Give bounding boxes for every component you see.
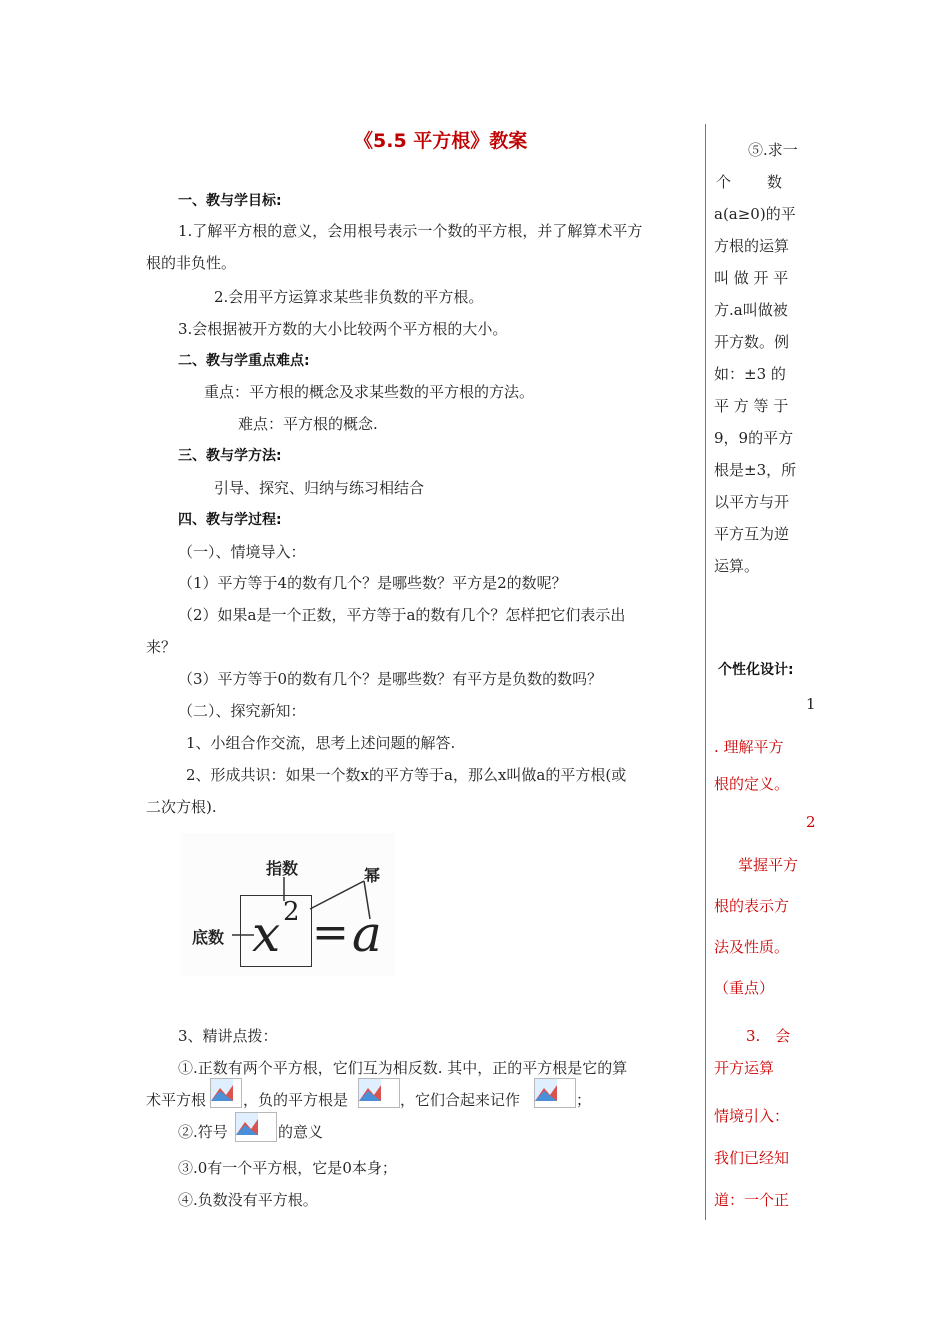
question-2-line-2: 来？ <box>146 638 177 656</box>
design-item-2-line-3: 法及性质。 <box>714 938 790 956</box>
sidebar-line-1: ⑤.求一 <box>748 141 798 159</box>
goal-2: 2.会用平方运算求某些非负数的平方根。 <box>214 288 484 306</box>
explore-step-2-line-1: 2、形成共识：如果一个数x的平方等于a，那么x叫做a的平方根(或 <box>186 766 627 784</box>
sidebar-line-11: 根是±3，所 <box>714 461 797 479</box>
section-heading-methods: 三、教与学方法: <box>178 448 282 464</box>
sidebar-line-3: a(a≥0)的平 <box>714 205 796 223</box>
difficult-point: 难点：平方根的概念. <box>238 415 378 433</box>
column-divider <box>705 124 706 1220</box>
key-point: 重点：平方根的概念及求某些数的平方根的方法。 <box>204 383 535 401</box>
question-3: （3）平方等于0的数有几个？是哪些数？有平方是负数的数吗？ <box>178 670 603 688</box>
math-power: a <box>352 905 382 963</box>
process-intro: （一）、情境导入： <box>178 543 306 561</box>
math-equals: = <box>312 907 349 958</box>
power-diagram <box>180 833 395 976</box>
sidebar-line-13: 平方互为逆 <box>714 525 790 543</box>
explain-1-line-1: ①.正数有两个平方根，它们互为相反数. 其中，正的平方根是它的算 <box>178 1059 628 1077</box>
section-heading-process: 四、教与学过程: <box>178 512 282 528</box>
design-intro-line-1: 我们已经知 <box>714 1149 790 1167</box>
sidebar-line-12: 以平方与开 <box>714 493 790 511</box>
sidebar-line-5: 叫 做 开 平 <box>714 269 789 287</box>
sidebar-line-10: 9，9的平方 <box>714 429 794 447</box>
explain-1-line-2-part-1: 术平方根 <box>146 1091 207 1109</box>
sidebar-line-6: 方.a叫做被 <box>714 301 788 319</box>
explain-2-part-2: 的意义 <box>278 1123 324 1141</box>
explain-heading: 3、精讲点拨： <box>178 1027 278 1045</box>
design-number-1: 1 <box>806 695 816 713</box>
section-heading-key-points: 二、教与学重点难点: <box>178 353 310 369</box>
explain-1-line-2-part-3: ，它们合起来记作 <box>400 1091 521 1109</box>
explain-3: ③.0有一个平方根，它是0本身； <box>178 1159 397 1177</box>
goal-1-line-1: 1.了解平方根的意义，会用根号表示一个数的平方根，并了解算术平方 <box>178 222 643 240</box>
label-exponent: 指数 <box>266 859 299 878</box>
sidebar-line-8: 如：±3 的 <box>714 365 786 383</box>
design-item-2-line-2: 根的表示方 <box>714 897 790 915</box>
sidebar-line-7: 开方数。例 <box>714 333 790 351</box>
design-item-1-line-1: . 理解平方 <box>714 738 784 756</box>
math-exponent: 2 <box>283 897 300 927</box>
section-heading-goals: 一、教与学目标: <box>178 193 282 209</box>
design-item-3-line-1: 3. 会 <box>746 1027 791 1045</box>
design-intro-line-2: 道：一个正 <box>714 1191 790 1209</box>
arithmetic-root-image <box>210 1078 242 1108</box>
sidebar-line-2: 个 数 <box>716 173 785 191</box>
explain-1-line-2-part-4: ； <box>576 1091 592 1109</box>
personalized-design-heading: 个性化设计: <box>718 662 794 678</box>
plus-minus-root-image <box>534 1078 576 1108</box>
negative-root-image <box>358 1078 400 1108</box>
sidebar-line-14: 运算。 <box>714 557 760 575</box>
question-1: （1）平方等于4的数有几个？是哪些数？平方是2的数呢？ <box>178 574 567 592</box>
explore-step-2-line-2: 二次方根). <box>146 798 217 816</box>
sidebar-line-9: 平 方 等 于 <box>714 397 789 415</box>
methods-text: 引导、探究、归纳与练习相结合 <box>214 479 425 497</box>
sidebar-line-4: 方根的运算 <box>714 237 790 255</box>
design-item-3-line-2: 开方运算 <box>714 1059 775 1077</box>
document-title: 《5.5 平方根》教案 <box>354 130 528 152</box>
design-item-2-line-1: 掌握平方 <box>738 856 799 874</box>
explore-step-1: 1、小组合作交流，思考上述问题的解答. <box>186 734 456 752</box>
design-intro-heading: 情境引入： <box>714 1107 790 1125</box>
goal-1-line-2: 根的非负性。 <box>146 254 237 272</box>
explain-1-line-2-part-2: ，负的平方根是 <box>243 1091 349 1109</box>
label-base: 底数 <box>192 928 225 947</box>
explore-heading: （二）、探究新知： <box>178 702 306 720</box>
label-power: 幂 <box>364 866 381 885</box>
math-base: x <box>252 905 281 963</box>
design-item-2-note: （重点） <box>714 979 775 997</box>
root-symbol-image <box>235 1112 277 1142</box>
design-item-1-line-2: 根的定义。 <box>714 775 790 793</box>
explain-2-part-1: ②.符号 <box>178 1123 228 1141</box>
design-number-2: 2 <box>806 813 816 831</box>
question-2-line-1: （2）如果a是一个正数，平方等于a的数有几个？怎样把它们表示出 <box>178 606 626 624</box>
goal-3: 3.会根据被开方数的大小比较两个平方根的大小。 <box>178 320 508 338</box>
explain-4: ④.负数没有平方根。 <box>178 1191 318 1209</box>
